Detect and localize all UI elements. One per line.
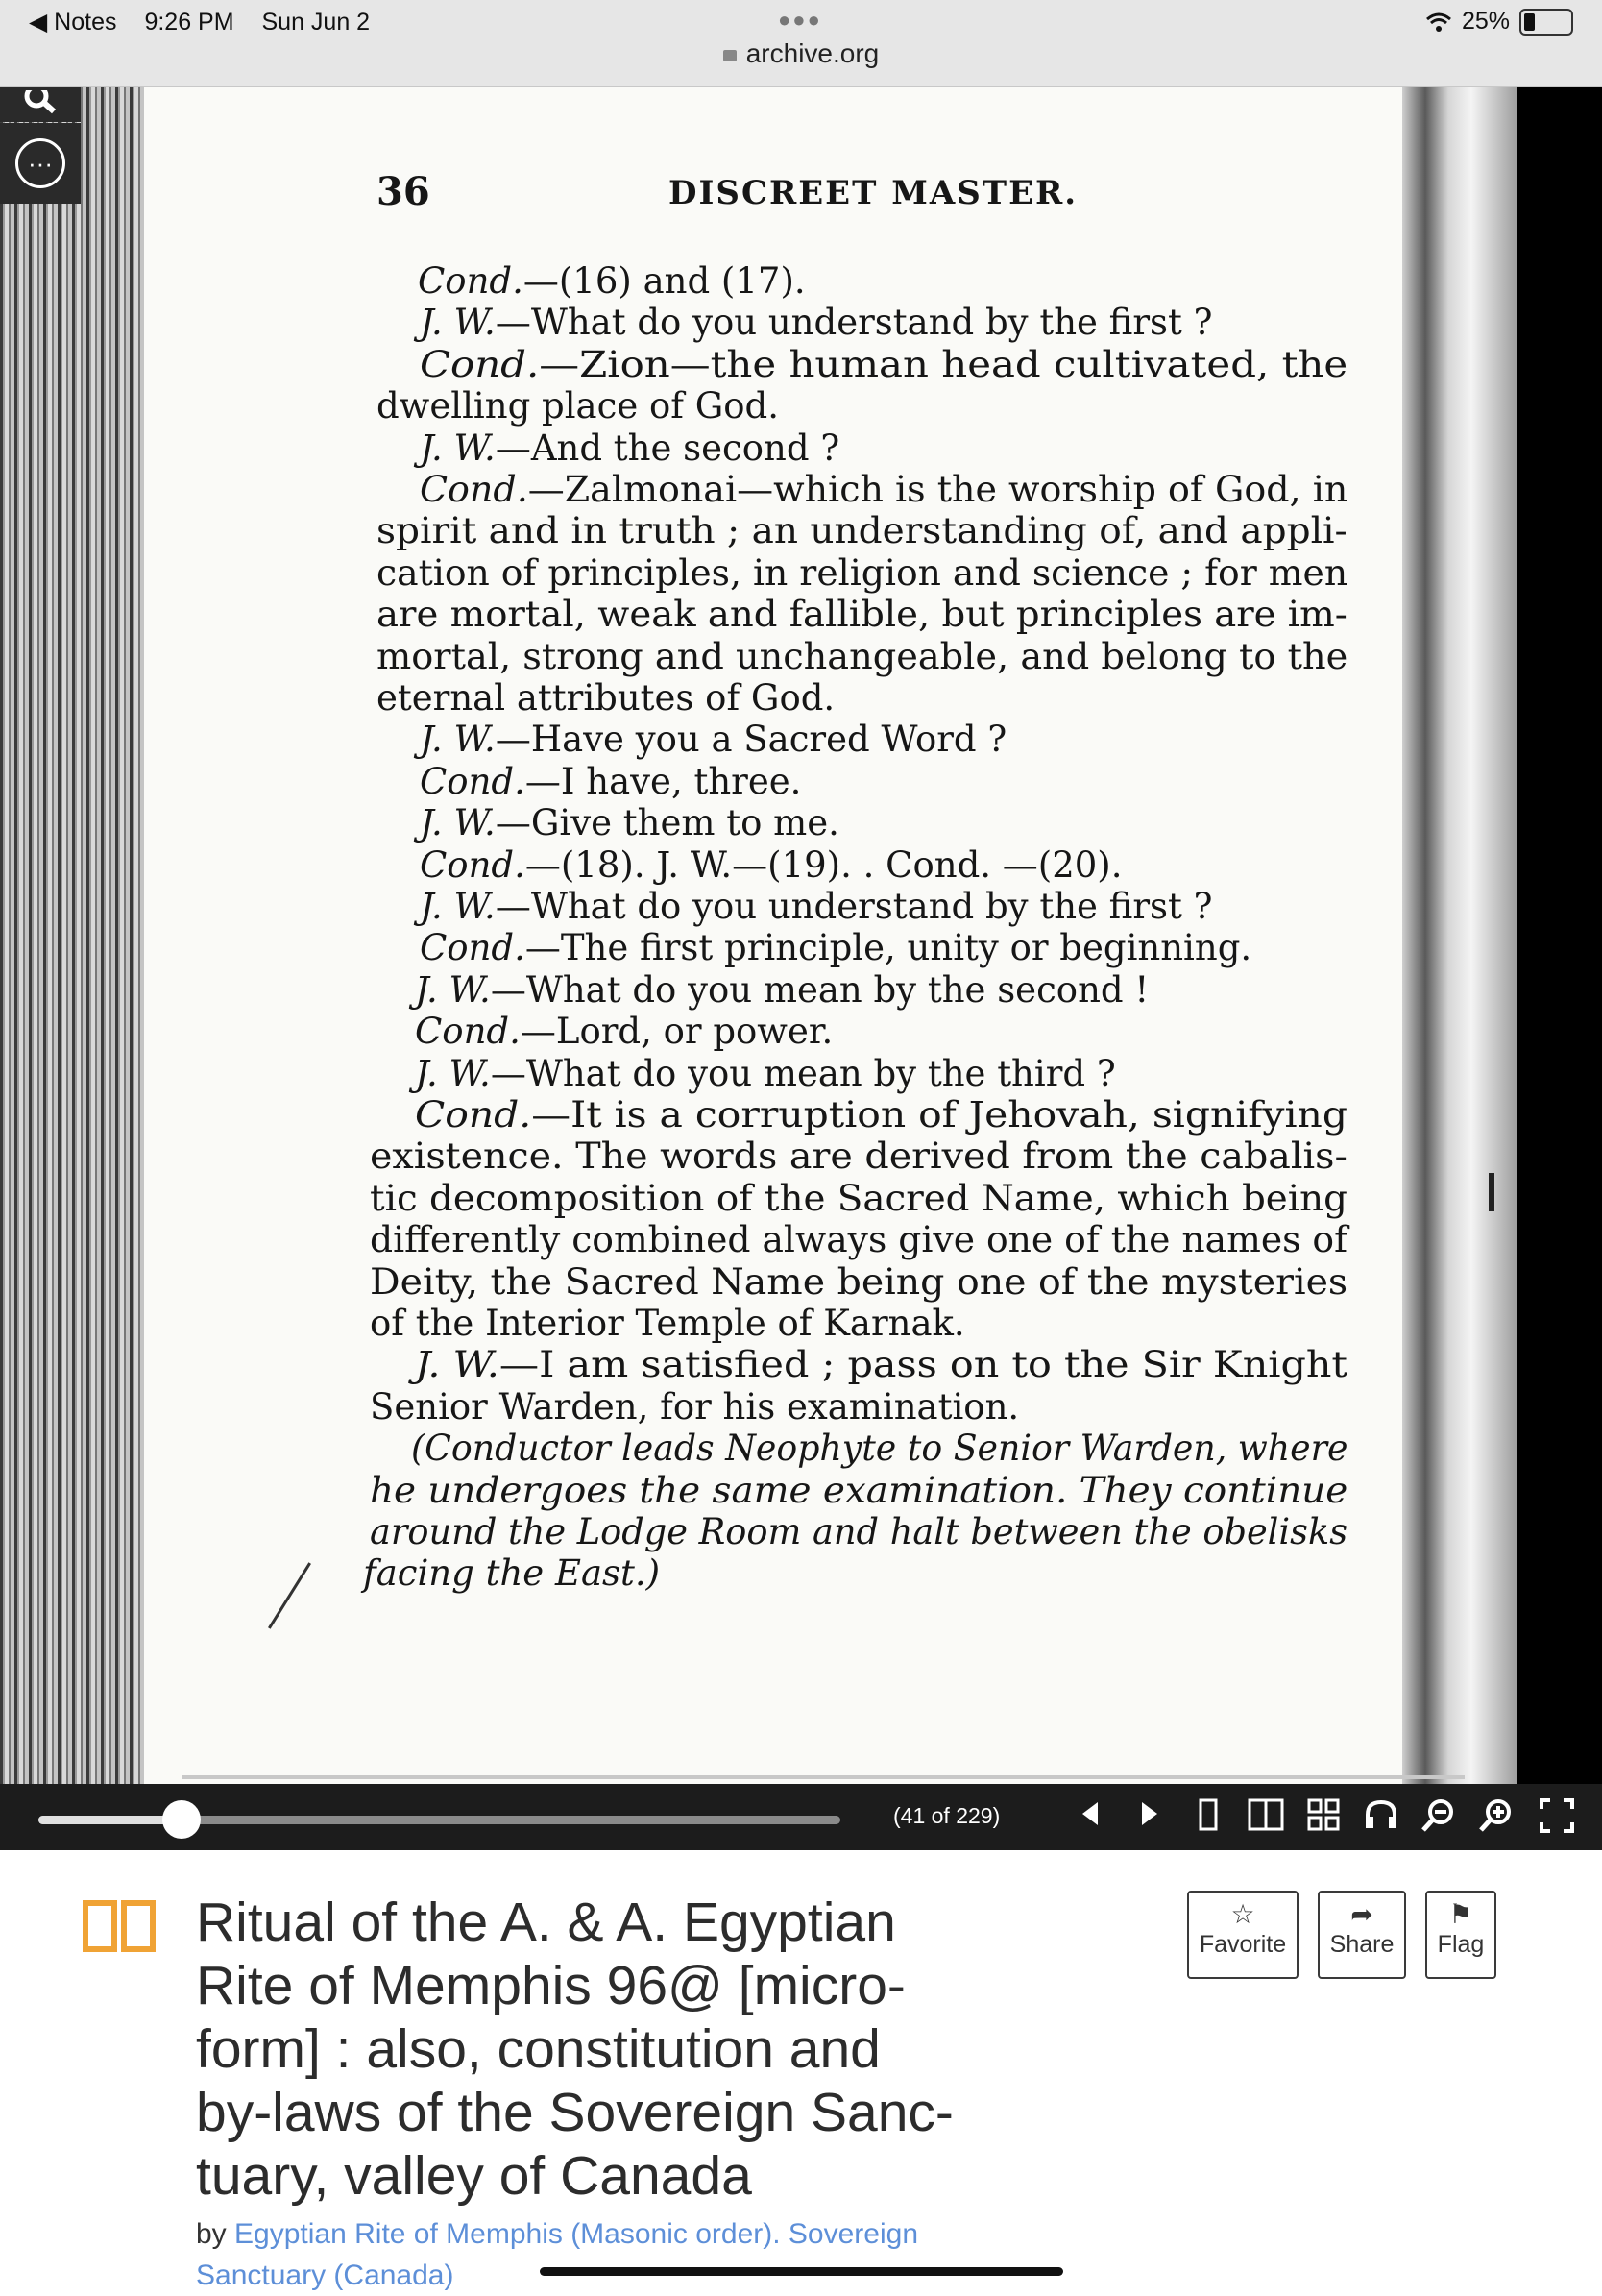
page-text-line: of the Interior Temple of Karnak. — [370, 1303, 965, 1344]
page-text-line: differently combined always give one of the names of — [370, 1219, 1348, 1261]
book-reader[interactable] — [0, 87, 1602, 1850]
title-line: by-laws of the Sovereign Sanc- — [196, 2082, 954, 2143]
page-text-line: he undergoes the same examination. They continue — [370, 1469, 1348, 1511]
favorite-label: Favorite — [1199, 1931, 1287, 1958]
battery-level — [1524, 13, 1535, 31]
page-text-line: J. W.—What do you understand by the first ? — [420, 302, 1213, 344]
page-slider-thumb[interactable] — [162, 1800, 201, 1839]
page-text-line: Deity, the Sacred Name being one of the mysteries — [370, 1260, 1348, 1303]
read-aloud-headphones-icon[interactable] — [1361, 1797, 1401, 1838]
page-text-line: J. W.—What do you mean by the third ? — [415, 1052, 1116, 1094]
previous-page-icon[interactable] — [1071, 1797, 1111, 1838]
page-count: (41 of 229) — [893, 1803, 1001, 1828]
author-link[interactable]: Egyptian Rite of Memphis (Masonic order). Sovereign Sanctuary (Canada) — [196, 2218, 919, 2291]
page-text-line: Senior Warden, for his examination. — [370, 1385, 1020, 1428]
page-stack-right — [1402, 87, 1517, 1797]
page-text-line: (Conductor leads Neophyte to Senior Warden, where — [411, 1428, 1348, 1470]
fullscreen-icon[interactable] — [1537, 1797, 1577, 1838]
page-text-line: J. W.—And the second ? — [420, 427, 840, 469]
page-text-line: J. W.—I am satisfied ; pass on to the Sir Knight — [415, 1344, 1348, 1386]
page-scrollbar[interactable] — [182, 1775, 1465, 1779]
page-number: 36 — [376, 169, 430, 214]
by-label: by — [196, 2218, 227, 2250]
page-text-line: existence. The words are derived from the cabalis- — [370, 1136, 1347, 1178]
two-page-view-icon[interactable] — [1246, 1797, 1286, 1838]
page-text-line: Cond.—(16) and (17). — [418, 260, 806, 302]
page-text-line: spirit and in truth ; an understanding of, and appli- — [376, 510, 1347, 552]
item-details — [0, 1850, 1602, 2294]
page-slider-fill — [38, 1816, 182, 1824]
page-text-line: tic decomposition of the Sacred Name, which being — [370, 1177, 1347, 1219]
page-text-line: J. W.—Have you a Sacred Word ? — [420, 719, 1007, 761]
status-left — [29, 8, 391, 37]
margin-tick-mark — [1489, 1173, 1494, 1211]
page-text-line: J. W.—What do you understand by the first ? — [420, 886, 1213, 927]
status-right — [1425, 8, 1573, 36]
url-text: archive.org — [745, 38, 880, 68]
one-page-view-icon[interactable] — [1188, 1797, 1228, 1838]
next-page-icon[interactable] — [1129, 1797, 1169, 1838]
page-text-line: Cond.—The first principle, unity or beginning. — [420, 927, 1252, 969]
page-text-line: eternal attributes of God. — [376, 677, 836, 719]
running-head: DISCREET MASTER. — [668, 174, 1079, 212]
page-text-line: J. W.—Give them to me. — [420, 802, 839, 844]
title-line: Rite of Memphis 96@ [micro- — [196, 1955, 906, 2016]
page-text-line: dwelling place of God. — [376, 385, 779, 427]
page-text-line: Cond.—Zalmonai—which is the worship of God, in — [420, 469, 1348, 510]
page-stack-left — [0, 87, 144, 1797]
page-text-line: Cond.—Zion—the human head cultivated, the — [420, 343, 1348, 385]
status-date: Sun Jun 2 — [261, 9, 371, 36]
battery-percent: 25% — [1461, 8, 1510, 35]
favorite-button[interactable] — [1187, 1891, 1299, 1979]
home-indicator[interactable] — [540, 2267, 1063, 2276]
status-bar — [0, 0, 1602, 87]
page-text-line: Cond.—Lord, or power. — [415, 1011, 834, 1053]
page-text-line: cation of principles, in religion and science ; for men — [376, 551, 1348, 594]
page-text-line: J. W.—What do you mean by the second ! — [415, 968, 1150, 1011]
viewer-toolbar — [0, 1784, 1602, 1850]
item-byline — [196, 2213, 964, 2296]
flag-button[interactable] — [1425, 1891, 1496, 1979]
star-icon: ☆ — [1230, 1899, 1255, 1929]
share-label: Share — [1329, 1931, 1395, 1958]
page-text-line: Cond.—It is a corruption of Jehovah, signifying — [415, 1094, 1347, 1136]
share-button[interactable] — [1318, 1891, 1406, 1979]
page-slider[interactable] — [38, 1816, 840, 1824]
title-line: tuary, valley of Canada — [196, 2145, 752, 2207]
page-text-line: mortal, strong and unchangeable, and belong to the — [376, 635, 1348, 677]
flag-icon: ⚑ — [1448, 1899, 1473, 1929]
battery-icon — [1519, 9, 1573, 36]
zoom-in-icon[interactable] — [1476, 1797, 1517, 1838]
lock-icon — [723, 50, 737, 61]
title-line: form] : also, constitution and — [196, 2018, 881, 2080]
multitasking-dots-icon[interactable]: ●●● — [778, 8, 822, 32]
status-time: 9:26 PM — [144, 9, 234, 36]
flag-label: Flag — [1437, 1931, 1485, 1958]
item-actions — [1187, 1891, 1496, 1979]
title-line: Ritual of the A. & A. Egyptian — [196, 1892, 896, 1953]
page-text-line: around the Lodge Room and halt between the obelisks — [370, 1511, 1348, 1552]
book-icon — [81, 1900, 158, 1956]
back-to-notes-link[interactable]: ◀ Notes — [29, 9, 117, 36]
address-bar[interactable] — [0, 38, 1602, 69]
thumbnail-view-icon[interactable] — [1303, 1797, 1344, 1838]
page-text-line: are mortal, weak and fallible, but principles are im- — [376, 594, 1347, 636]
item-title — [196, 1891, 1060, 2208]
share-icon: ➦ — [1350, 1899, 1373, 1929]
search-icon[interactable] — [0, 87, 81, 122]
wifi-icon — [1425, 12, 1452, 33]
more-options-icon[interactable]: ··· — [0, 123, 81, 204]
page-text-line: facing the East.) — [363, 1552, 661, 1595]
page-text-line: Cond.—I have, three. — [420, 760, 802, 802]
zoom-out-icon[interactable] — [1419, 1797, 1459, 1838]
page-text-line: Cond.—(18). J. W.—(19). . Cond. —(20). — [420, 843, 1123, 886]
